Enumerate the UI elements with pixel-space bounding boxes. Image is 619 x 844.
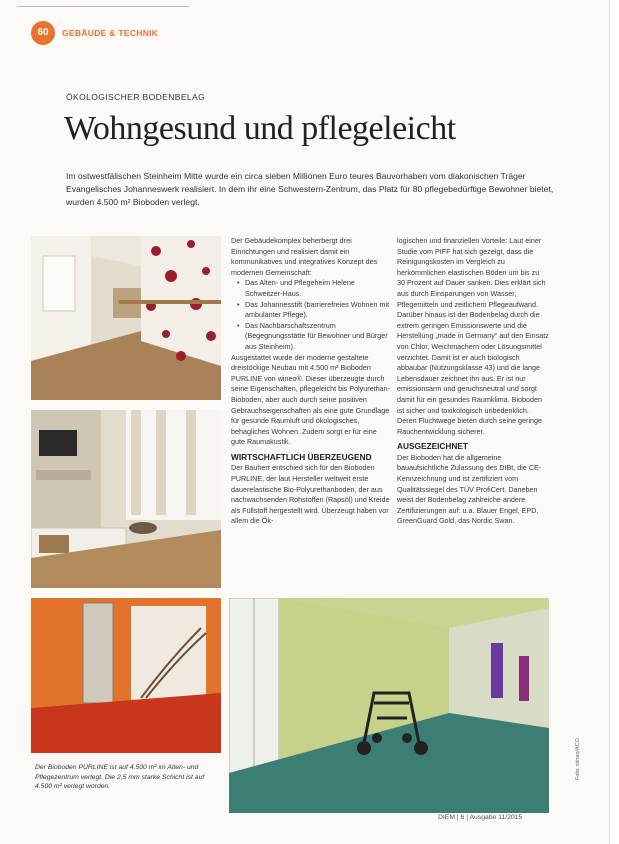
photo-caption: Der Bioboden PURLINE ist auf 4.500 m² im Alten- und Pflegezentrum verlegt. Die 2,5 mm starke Schicht ist auf 4.500 m² verlegt worden. — [35, 764, 205, 790]
column-body: Der Bauherr entschied sich für den Bioboden PURLINE, der laut Hersteller weltweit erste dauerelastische Bio-Polyurethanboden, der aus nachwachsenden Rohstoffen (Rapsöl) und Kreide als Füllstoff hergestellt wird. Überzeugt haben vor allem die Ök- — [231, 463, 390, 526]
photo-corridor-wallpaper — [31, 236, 221, 400]
subheading-economic: WIRTSCHAFTLICH ÜBERZEUGEND — [231, 451, 372, 462]
photo-corridor-walker — [229, 598, 549, 813]
article-lead: Im ostwestfälischen Steinheim Mitte wurde ein circa sieben Millionen Euro teures Bauvorhaben vom diakonischen Träger Evangelisches Johanneswerk realisiert. In dem ihr eine Schwestern-Zentrum, das Platz für 80 pflegebedürftige Bewohner bietet, wurden 4.500 m² Bioboden verlegt. — [66, 171, 554, 207]
list-item: • Das Nachbarschaftszentrum (Begegnungsstätte für Bewohner und Bürger aus Steinheim). — [245, 321, 391, 353]
column-body: logischen und finanziellen Vorteile: Laut einer Studie vom PIFF hat sich gezeigt, dass die Reinigungskosten im Vergleich zu herkömmlichen elastischen Böden um bis zu 30 Prozent auf Dauer sanken. Dies erklärt sich aus durch Einsparungen von Wasser, Pflegemitteln und zeitlichem Pflegeaufwand. Darüber hinaus ist der Bodenbelag durch die extrem geringen Emissionswerte und die Herstellung „made in Germany“ auf den Einsatz von Chlor, Weichmachern oder Lösungsmittel verzichtet. Damit ist er auch biologisch abbaubar (Nutzungsklasse 43) und die lange Lebensdauer zeichnet ihn aus. Er ist nur emissionsarm und geruchsneutral und sorgt damit für ein gesundes Raumklima. Bioboden ist sicher und toxikologisch unbedenklich. Deren Fluchtwege bieten durch seine geringe Rauchentwicklung sicherer. — [397, 236, 549, 436]
section-title: GEBÄUDE & TECHNIK — [62, 28, 159, 38]
text-column-middle — [231, 236, 391, 527]
text-column-right — [397, 236, 549, 527]
column-body: Ausgestattet wurde der moderne gestaltete dreistöckige Neubau mit 4.500 m² Bioboden PURLINE von wineo®. Dieser überzeugte durch seine Eigenschaften, pflegeleicht bis Polyurethan-Bioboden, aber auch durch seine positiven Gebrauchseigenschaften als eine gute Grundlage für gesunde Raumluft und ökologisches, behagliches Wohnen. Zudem sorgt er für eine gute Raumakustik. — [231, 352, 391, 447]
top-rule — [17, 6, 189, 7]
photo-living-room — [31, 410, 221, 588]
page-number-badge: 60 — [31, 21, 55, 45]
column-intro: Der Gebäudekomplex beherbergt drei Einrichtungen und realisiert damit ein kommunikatives und integratives Konzept des modernen Gemeinschaft: — [231, 236, 378, 277]
page-edge — [609, 0, 619, 844]
photo-orange-floor — [31, 598, 221, 753]
list-item: • Das Johannesstift (barrierefreies Wohnen mit ambulanter Pflege). — [245, 300, 391, 321]
column-body: Der Bioboden hat die allgemeine bauaufsichtliche Zulassung des DIBt, die CE-Kennzeichnung und ist zertifiziert vom Qualitätssiegel des TÜV ProfiCert. Daneben weist der Bodenbelag zahlreiche andere Zertifizierungen auf: u.a. Blauer Engel, EPD, GreenGuard Gold, das Nordic Swan. — [397, 452, 542, 526]
article-kicker: ÖKOLOGISCHER BODENBELAG — [66, 92, 206, 102]
article-headline: Wohngesund und pflegeleicht — [64, 110, 456, 147]
list-item: • Das Alten- und Pflegeheim Helene Schweitzer-Haus. — [245, 278, 391, 299]
facility-list — [231, 278, 391, 352]
subheading-awarded: AUSGEZEICHNET — [397, 441, 468, 452]
page-footer: DIEM | 6 | Ausgabe 11/2015 — [438, 814, 523, 821]
photo-credit: Foto: wineo/ACO — [575, 738, 581, 780]
